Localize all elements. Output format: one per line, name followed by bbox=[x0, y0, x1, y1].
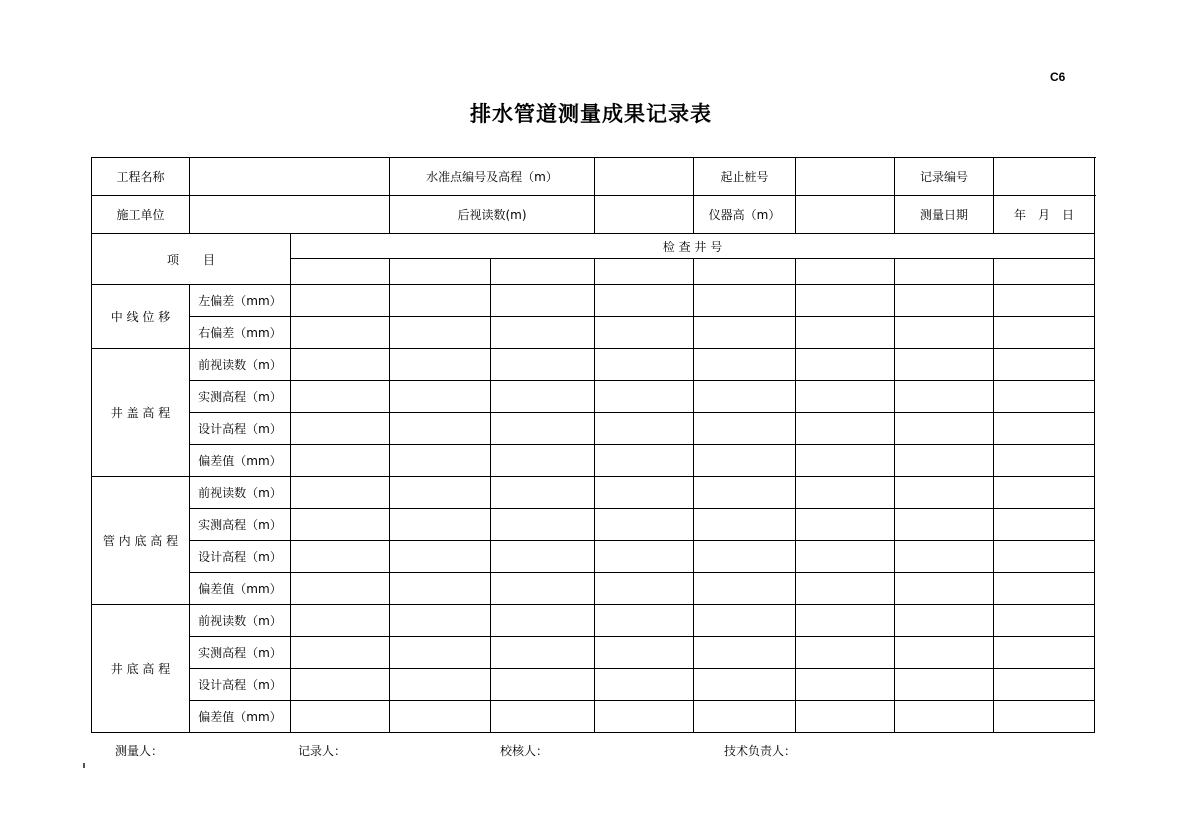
row-label: 左偏差（mm） bbox=[190, 285, 291, 317]
data-cell[interactable] bbox=[491, 445, 595, 477]
data-cell[interactable] bbox=[491, 637, 595, 669]
table-row bbox=[92, 477, 1095, 509]
row-label: 实测高程（m） bbox=[190, 637, 291, 669]
data-cell[interactable] bbox=[595, 413, 694, 445]
data-cell[interactable] bbox=[291, 381, 390, 413]
well-number-cell[interactable] bbox=[895, 259, 994, 285]
group-label: 井 底 高 程 bbox=[92, 605, 190, 733]
data-cell[interactable] bbox=[291, 573, 390, 605]
data-cell[interactable] bbox=[491, 477, 595, 509]
data-cell[interactable] bbox=[595, 381, 694, 413]
contractor-value[interactable] bbox=[190, 196, 390, 234]
data-cell[interactable] bbox=[291, 349, 390, 381]
data-cell[interactable] bbox=[895, 445, 994, 477]
data-cell[interactable] bbox=[390, 381, 491, 413]
data-cell[interactable] bbox=[796, 637, 895, 669]
data-cell[interactable] bbox=[694, 573, 796, 605]
data-cell[interactable] bbox=[994, 637, 1095, 669]
data-cell[interactable] bbox=[390, 605, 491, 637]
data-cell[interactable] bbox=[796, 349, 895, 381]
record-no-value[interactable] bbox=[994, 158, 1095, 196]
row-label: 前视读数（m） bbox=[190, 605, 291, 637]
data-cell[interactable] bbox=[291, 413, 390, 445]
data-cell[interactable] bbox=[595, 573, 694, 605]
data-cell[interactable] bbox=[994, 381, 1095, 413]
data-cell[interactable] bbox=[694, 605, 796, 637]
data-cell[interactable] bbox=[796, 605, 895, 637]
data-cell[interactable] bbox=[994, 541, 1095, 573]
data-cell[interactable] bbox=[595, 701, 694, 733]
row-label: 实测高程（m） bbox=[190, 509, 291, 541]
table-row bbox=[92, 445, 1095, 477]
data-cell[interactable] bbox=[796, 701, 895, 733]
row-label: 设计高程（m） bbox=[190, 669, 291, 701]
data-cell[interactable] bbox=[796, 509, 895, 541]
table-row bbox=[92, 413, 1095, 445]
data-cell[interactable] bbox=[390, 413, 491, 445]
row-label: 前视读数（m） bbox=[190, 349, 291, 381]
table-row bbox=[92, 349, 1095, 381]
table-row bbox=[92, 605, 1095, 637]
contractor-label: 施工单位 bbox=[92, 196, 190, 234]
data-cell[interactable] bbox=[595, 541, 694, 573]
well-number-cell[interactable] bbox=[390, 259, 491, 285]
data-cell[interactable] bbox=[291, 317, 390, 349]
instrument-height-value[interactable] bbox=[796, 196, 895, 234]
well-number-cell[interactable] bbox=[796, 259, 895, 285]
backsight-label: 后视读数(m) bbox=[390, 196, 595, 234]
tech-lead-label: 技术负责人： bbox=[724, 744, 797, 758]
data-cell[interactable] bbox=[390, 573, 491, 605]
data-cell[interactable] bbox=[595, 317, 694, 349]
data-cell[interactable] bbox=[291, 477, 390, 509]
data-cell[interactable] bbox=[694, 445, 796, 477]
data-cell[interactable] bbox=[491, 701, 595, 733]
data-cell[interactable] bbox=[694, 669, 796, 701]
data-cell[interactable] bbox=[895, 317, 994, 349]
data-cell[interactable] bbox=[895, 285, 994, 317]
group-label: 井 盖 高 程 bbox=[92, 349, 190, 477]
table-row bbox=[92, 381, 1095, 413]
data-cell[interactable] bbox=[694, 477, 796, 509]
data-cell[interactable] bbox=[694, 701, 796, 733]
row-label: 前视读数（m） bbox=[190, 477, 291, 509]
data-cell[interactable] bbox=[796, 285, 895, 317]
data-cell[interactable] bbox=[994, 701, 1095, 733]
data-cell[interactable] bbox=[291, 605, 390, 637]
table-row bbox=[92, 317, 1095, 349]
data-cell[interactable] bbox=[895, 381, 994, 413]
data-cell[interactable] bbox=[994, 573, 1095, 605]
data-cell[interactable] bbox=[491, 509, 595, 541]
data-cell[interactable] bbox=[796, 669, 895, 701]
data-cell[interactable] bbox=[994, 349, 1095, 381]
stake-label: 起止桩号 bbox=[694, 158, 796, 196]
data-cell[interactable] bbox=[694, 381, 796, 413]
data-cell[interactable] bbox=[796, 413, 895, 445]
data-cell[interactable] bbox=[694, 317, 796, 349]
data-cell[interactable] bbox=[491, 285, 595, 317]
stake-value[interactable] bbox=[796, 158, 895, 196]
data-cell[interactable] bbox=[390, 285, 491, 317]
benchmark-value[interactable] bbox=[595, 158, 694, 196]
instrument-height-label: 仪器高（m） bbox=[694, 196, 796, 234]
data-cell[interactable] bbox=[390, 637, 491, 669]
data-cell[interactable] bbox=[895, 637, 994, 669]
data-cell[interactable] bbox=[491, 381, 595, 413]
data-cell[interactable] bbox=[796, 477, 895, 509]
data-cell[interactable] bbox=[796, 317, 895, 349]
well-number-cell[interactable] bbox=[491, 259, 595, 285]
table-row bbox=[92, 637, 1095, 669]
data-cell[interactable] bbox=[796, 445, 895, 477]
data-cell[interactable] bbox=[796, 541, 895, 573]
data-cell[interactable] bbox=[491, 349, 595, 381]
well-number-cell[interactable] bbox=[291, 259, 390, 285]
data-cell[interactable] bbox=[994, 445, 1095, 477]
well-number-header: 检 查 井 号 bbox=[291, 234, 1095, 259]
item-header: 项 目 bbox=[92, 234, 291, 285]
form-code: C6 bbox=[1050, 70, 1066, 84]
table-row bbox=[92, 285, 1095, 317]
data-cell[interactable] bbox=[390, 669, 491, 701]
checker-label: 校核人： bbox=[500, 744, 549, 758]
table-row bbox=[92, 509, 1095, 541]
data-cell[interactable] bbox=[291, 701, 390, 733]
record-no-label: 记录编号 bbox=[895, 158, 994, 196]
data-cell[interactable] bbox=[994, 477, 1095, 509]
table-row bbox=[92, 573, 1095, 605]
row-label: 偏差值（mm） bbox=[190, 701, 291, 733]
header-row-1 bbox=[92, 158, 1095, 196]
table-row bbox=[92, 701, 1095, 733]
data-cell[interactable] bbox=[694, 285, 796, 317]
data-cell[interactable] bbox=[291, 541, 390, 573]
data-cell[interactable] bbox=[994, 285, 1095, 317]
data-cell[interactable] bbox=[291, 637, 390, 669]
page-mark bbox=[83, 763, 85, 768]
survey-date-value[interactable]: 年 月 日 bbox=[994, 196, 1095, 234]
data-cell[interactable] bbox=[994, 669, 1095, 701]
data-cell[interactable] bbox=[994, 317, 1095, 349]
data-cell[interactable] bbox=[595, 445, 694, 477]
data-cell[interactable] bbox=[595, 285, 694, 317]
data-cell[interactable] bbox=[491, 605, 595, 637]
data-cell[interactable] bbox=[895, 605, 994, 637]
data-cell[interactable] bbox=[796, 573, 895, 605]
recorder-label: 记录人： bbox=[298, 744, 347, 758]
data-cell[interactable] bbox=[291, 445, 390, 477]
row-label: 实测高程（m） bbox=[190, 381, 291, 413]
data-cell[interactable] bbox=[895, 413, 994, 445]
data-cell[interactable] bbox=[694, 509, 796, 541]
header-row-2 bbox=[92, 196, 1095, 234]
data-cell[interactable] bbox=[895, 573, 994, 605]
well-number-cell[interactable] bbox=[694, 259, 796, 285]
data-cell[interactable] bbox=[994, 509, 1095, 541]
data-cell[interactable] bbox=[595, 669, 694, 701]
data-cell[interactable] bbox=[595, 477, 694, 509]
data-cell[interactable] bbox=[895, 701, 994, 733]
group-label: 管 内 底 高 程 bbox=[92, 477, 190, 605]
row-label: 偏差值（mm） bbox=[190, 573, 291, 605]
row-label: 设计高程（m） bbox=[190, 413, 291, 445]
data-cell[interactable] bbox=[694, 413, 796, 445]
data-cell[interactable] bbox=[291, 285, 390, 317]
table-row bbox=[92, 541, 1095, 573]
benchmark-label: 水准点编号及高程（m） bbox=[390, 158, 595, 196]
survey-record-table bbox=[91, 157, 1095, 733]
data-cell[interactable] bbox=[291, 509, 390, 541]
table-row bbox=[92, 669, 1095, 701]
data-cell[interactable] bbox=[595, 605, 694, 637]
data-cell[interactable] bbox=[895, 509, 994, 541]
project-name-label: 工程名称 bbox=[92, 158, 190, 196]
data-cell[interactable] bbox=[291, 669, 390, 701]
data-cell[interactable] bbox=[994, 605, 1095, 637]
item-header-row bbox=[92, 234, 1095, 259]
well-number-cell[interactable] bbox=[595, 259, 694, 285]
data-cell[interactable] bbox=[595, 349, 694, 381]
data-cell[interactable] bbox=[895, 477, 994, 509]
row-label: 偏差值（mm） bbox=[190, 445, 291, 477]
data-cell[interactable] bbox=[694, 349, 796, 381]
data-cell[interactable] bbox=[994, 413, 1095, 445]
row-label: 右偏差（mm） bbox=[190, 317, 291, 349]
backsight-value[interactable] bbox=[595, 196, 694, 234]
data-cell[interactable] bbox=[491, 413, 595, 445]
data-cell[interactable] bbox=[491, 573, 595, 605]
data-cell[interactable] bbox=[390, 477, 491, 509]
data-cell[interactable] bbox=[595, 509, 694, 541]
surveyor-label: 测量人： bbox=[115, 744, 164, 758]
data-cell[interactable] bbox=[390, 349, 491, 381]
data-cell[interactable] bbox=[491, 541, 595, 573]
data-cell[interactable] bbox=[390, 445, 491, 477]
data-cell[interactable] bbox=[491, 317, 595, 349]
group-label: 中 线 位 移 bbox=[92, 285, 190, 349]
data-cell[interactable] bbox=[595, 637, 694, 669]
data-cell[interactable] bbox=[390, 541, 491, 573]
row-label: 设计高程（m） bbox=[190, 541, 291, 573]
data-cell[interactable] bbox=[491, 669, 595, 701]
data-cell[interactable] bbox=[895, 349, 994, 381]
data-cell[interactable] bbox=[895, 541, 994, 573]
well-number-cell[interactable] bbox=[994, 259, 1095, 285]
data-cell[interactable] bbox=[390, 701, 491, 733]
data-cell[interactable] bbox=[694, 541, 796, 573]
page-title: 排水管道测量成果记录表 bbox=[470, 102, 712, 126]
survey-date-label: 测量日期 bbox=[895, 196, 994, 234]
data-cell[interactable] bbox=[390, 509, 491, 541]
data-cell[interactable] bbox=[694, 637, 796, 669]
data-cell[interactable] bbox=[796, 381, 895, 413]
project-name-value[interactable] bbox=[190, 158, 390, 196]
data-cell[interactable] bbox=[895, 669, 994, 701]
data-cell[interactable] bbox=[390, 317, 491, 349]
